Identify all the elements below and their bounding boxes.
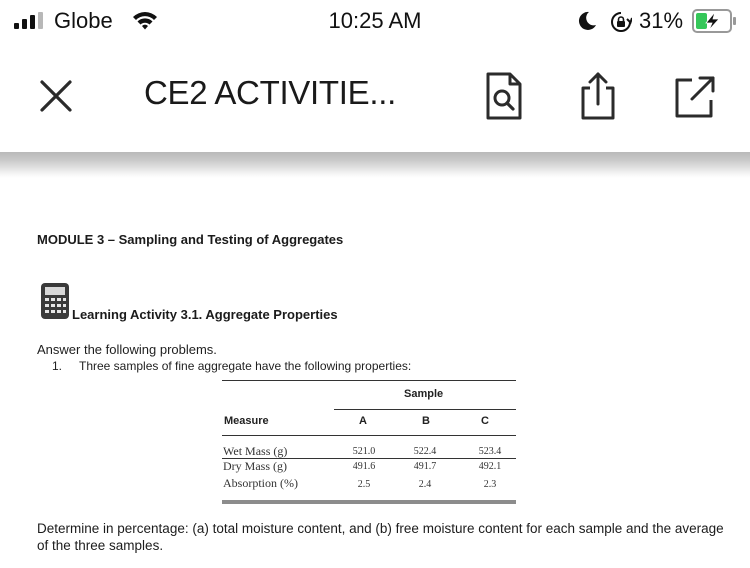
battery-percent: 31% [639,8,684,33]
table-cell: 491.6 [352,461,376,472]
find-in-document-icon[interactable] [480,70,528,122]
table-cell: 522.4 [413,446,437,457]
rotation-lock-icon [610,11,632,33]
table-cell: 492.1 [478,461,502,472]
table-row-label: Wet Mass (g) [223,444,288,458]
table-cell: 2.4 [418,479,432,490]
battery-charging-icon [692,9,738,33]
table-cell: 491.7 [413,461,437,472]
table-measure-header: Measure [224,415,269,427]
activity-title: Learning Activity 3.1. Aggregate Properties [72,307,338,322]
table-column-header: B [422,415,430,427]
clock: 10:25 AM [328,8,422,33]
problem-number: 1. [52,359,63,373]
table-row-label: Absorption (%) [223,476,298,490]
share-icon[interactable] [574,70,622,122]
document-page[interactable] [0,178,750,568]
toolbar-divider [0,152,750,178]
instruction-text: Answer the following problems. [37,342,217,357]
document-toolbar [0,44,750,152]
status-bar [0,0,750,44]
calculator-icon [40,282,70,320]
table-header-rule [222,435,516,436]
table-cell: 521.0 [352,446,376,457]
problem-text: Three samples of fine aggregate have the following properties: [79,359,412,373]
table-cell: 2.3 [483,479,497,490]
open-external-icon[interactable] [670,70,718,122]
carrier-name: Globe [54,8,113,33]
moon-icon [577,11,597,31]
table-row-label: Dry Mass (g) [223,459,287,473]
table-column-header: C [481,415,489,427]
table-group-header: Sample [404,388,444,400]
question-text: Determine in percentage: (a) total moisture content, and (b) free moisture content for each sample and the average of the three samples. [37,521,724,553]
table-cell: 2.5 [357,479,371,490]
properties-table [222,380,516,502]
close-icon[interactable] [36,76,76,116]
table-bottom-rule [222,500,516,504]
document-title: CE2 ACTIVITIE... [144,74,396,111]
table-cell: 523.4 [478,446,502,457]
table-top-rule [222,380,516,381]
table-column-header: A [359,415,367,427]
table-sub-rule [334,409,516,410]
module-title: MODULE 3 – Sampling and Testing of Aggregates [37,232,344,247]
